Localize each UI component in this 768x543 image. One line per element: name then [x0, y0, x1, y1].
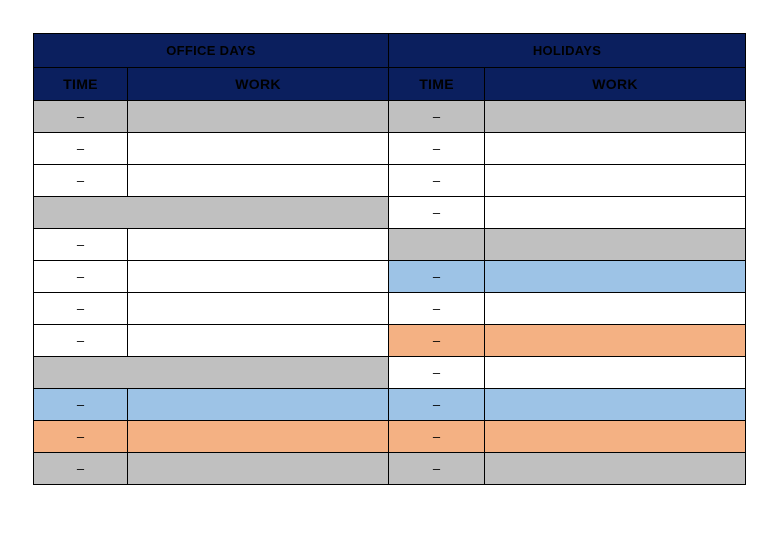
table-row	[34, 229, 746, 261]
time-dash: –	[76, 429, 85, 444]
table-row	[34, 133, 746, 165]
table-row	[34, 165, 746, 197]
holiday-work-cell[interactable]	[485, 165, 746, 197]
time-dash: –	[76, 237, 85, 252]
office-work-cell[interactable]	[128, 325, 389, 357]
holiday-work-cell[interactable]	[485, 229, 746, 261]
office-time-cell[interactable]	[34, 133, 128, 165]
time-dash: –	[76, 301, 85, 316]
time-dash: –	[432, 397, 441, 412]
holiday-time-cell[interactable]	[389, 197, 485, 229]
holiday-work-cell[interactable]	[485, 101, 746, 133]
holiday-time-cell[interactable]	[389, 165, 485, 197]
office-work-cell[interactable]	[128, 229, 389, 261]
office-break-cell	[34, 357, 389, 389]
office-work-cell[interactable]	[128, 293, 389, 325]
holiday-time-header: TIME	[389, 68, 485, 101]
office-work-cell[interactable]	[128, 133, 389, 165]
holiday-time-cell[interactable]	[389, 453, 485, 485]
table-row	[34, 261, 746, 293]
office-time-cell[interactable]	[34, 325, 128, 357]
schedule-body	[34, 101, 746, 485]
time-dash: –	[432, 429, 441, 444]
holiday-work-cell[interactable]	[485, 357, 746, 389]
office-work-cell[interactable]	[128, 165, 389, 197]
time-dash: –	[432, 365, 441, 380]
office-break-cell	[34, 197, 389, 229]
time-dash: –	[76, 173, 85, 188]
time-dash: –	[76, 461, 85, 476]
table-row	[34, 325, 746, 357]
time-dash: –	[76, 397, 85, 412]
holiday-work-cell[interactable]	[485, 293, 746, 325]
table-row	[34, 389, 746, 421]
table-row	[34, 293, 746, 325]
office-work-header: WORK	[128, 68, 389, 101]
holidays-header: HOLIDAYS	[389, 34, 746, 68]
holiday-time-cell[interactable]	[389, 261, 485, 293]
table-row	[34, 357, 746, 389]
time-dash: –	[76, 109, 85, 124]
holiday-time-cell[interactable]	[389, 325, 485, 357]
holiday-work-cell[interactable]	[485, 421, 746, 453]
holiday-time-cell[interactable]	[389, 421, 485, 453]
office-time-cell[interactable]	[34, 453, 128, 485]
office-time-cell[interactable]	[34, 261, 128, 293]
holiday-work-cell[interactable]	[485, 261, 746, 293]
office-time-cell[interactable]	[34, 389, 128, 421]
office-work-cell[interactable]	[128, 389, 389, 421]
time-dash: –	[432, 333, 441, 348]
time-dash: –	[76, 269, 85, 284]
holiday-work-cell[interactable]	[485, 197, 746, 229]
office-time-header: TIME	[34, 68, 128, 101]
holiday-work-cell[interactable]	[485, 133, 746, 165]
holiday-work-header: WORK	[485, 68, 746, 101]
time-dash: –	[432, 141, 441, 156]
holiday-time-cell[interactable]	[389, 101, 485, 133]
office-time-cell[interactable]	[34, 293, 128, 325]
holiday-time-cell[interactable]	[389, 133, 485, 165]
time-dash: –	[76, 141, 85, 156]
holiday-time-cell[interactable]	[389, 229, 485, 261]
holiday-work-cell[interactable]	[485, 325, 746, 357]
table-row	[34, 101, 746, 133]
holiday-work-cell[interactable]	[485, 389, 746, 421]
office-time-cell[interactable]	[34, 421, 128, 453]
office-work-cell[interactable]	[128, 101, 389, 133]
schedule-table	[33, 33, 746, 485]
table-row	[34, 421, 746, 453]
time-dash: –	[432, 269, 441, 284]
time-dash: –	[432, 205, 441, 220]
time-dash: –	[432, 173, 441, 188]
table-row	[34, 197, 746, 229]
holiday-work-cell[interactable]	[485, 453, 746, 485]
holiday-time-cell[interactable]	[389, 389, 485, 421]
office-time-cell[interactable]	[34, 101, 128, 133]
office-work-cell[interactable]	[128, 421, 389, 453]
time-dash: –	[76, 333, 85, 348]
holiday-time-cell[interactable]	[389, 357, 485, 389]
office-work-cell[interactable]	[128, 261, 389, 293]
time-dash: –	[432, 301, 441, 316]
office-time-cell[interactable]	[34, 229, 128, 261]
time-dash: –	[432, 461, 441, 476]
holiday-time-cell[interactable]	[389, 293, 485, 325]
office-time-cell[interactable]	[34, 165, 128, 197]
office-days-header: OFFICE DAYS	[34, 34, 389, 68]
time-dash: –	[432, 109, 441, 124]
office-work-cell[interactable]	[128, 453, 389, 485]
table-row	[34, 453, 746, 485]
